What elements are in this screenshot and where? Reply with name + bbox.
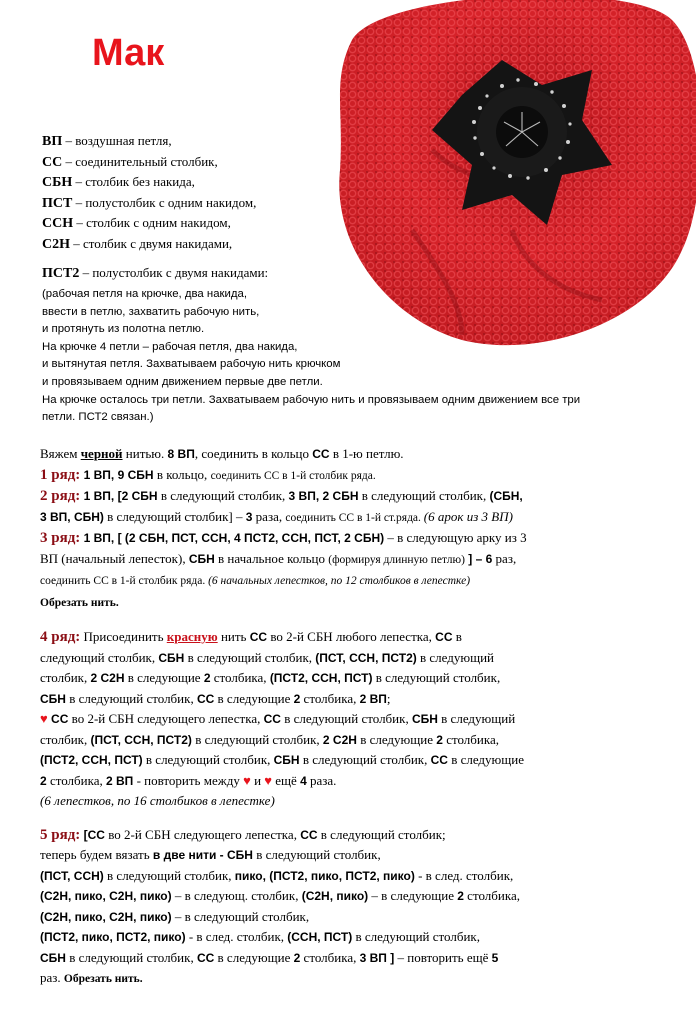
text-span: в следующий столбик,: [280, 711, 412, 726]
text-span: в две нити - СБН: [152, 848, 253, 862]
text-span: черной: [80, 446, 123, 461]
text-span: - в след. столбик,: [185, 929, 288, 944]
text-span: в следующие: [214, 949, 294, 965]
text-span: столбика,: [210, 670, 270, 685]
text-span: – соединительный столбик,: [62, 153, 218, 169]
text-span: в следующий столбик,: [299, 752, 431, 767]
text-span: (6 лепестков, по 16 столбиков в лепестке): [40, 793, 275, 808]
text-span: (ПСТ2, ССН, ПСТ): [40, 753, 143, 767]
text-span: в следующий столбик,: [372, 670, 501, 685]
text-span: 2: [40, 773, 47, 788]
text-span: – в следующ. столбик,: [171, 888, 302, 903]
heart-icon: ♥: [40, 711, 48, 726]
row-label: 1 ряд:: [40, 466, 81, 483]
text-span: СБН: [40, 950, 66, 965]
text-span: в следующий столбик,: [103, 867, 235, 883]
text-span: – в следующий столбик,: [171, 908, 310, 924]
row-3: [40, 528, 666, 613]
text-span: нитью.: [122, 446, 168, 461]
pst2-line: петли. ПСТ2 связан.): [42, 411, 154, 424]
text-line: [40, 549, 666, 571]
text-span: пико, (ПСТ2, пико, ПСТ2, пико): [234, 868, 415, 883]
text-span: – повторить ещё: [394, 949, 492, 965]
text-line: [40, 528, 666, 549]
text-span: СС: [300, 827, 318, 842]
text-span: в следующий столбик,: [157, 488, 289, 503]
text-span: 2 С2Н: [322, 732, 357, 747]
text-span: в: [452, 629, 462, 644]
text-span: 8 ВП: [167, 447, 195, 461]
text-line: [40, 927, 666, 948]
text-span: СС: [42, 154, 63, 170]
text-span: в следующий столбик,: [65, 690, 197, 706]
text-span: Обрезать нить.: [40, 596, 119, 609]
text-span: 3 ВП ]: [359, 950, 395, 965]
text-span: (6 начальных лепестков, по 12 столбиков в лепестке): [208, 575, 471, 587]
text-span: столбика,: [300, 949, 360, 965]
text-span: 2 С2Н: [90, 671, 125, 685]
text-span: СБН: [40, 691, 66, 706]
text-span: – полустолбик с двумя накидами:: [79, 265, 269, 280]
abbr-item: [42, 234, 342, 255]
abbr-item: [42, 213, 342, 234]
text-span: – полустолбик с одним накидом,: [72, 194, 257, 210]
text-line: [40, 507, 666, 529]
text-span: 2: [436, 732, 443, 747]
text-span: (С2Н, пико, С2Н, пико): [40, 909, 172, 924]
row-label: 2 ряд:: [40, 488, 81, 504]
text-span: [СС: [80, 827, 105, 842]
text-span: 3 ВП, 2 СБН: [288, 489, 359, 503]
text-line: [40, 750, 666, 771]
text-span: Обрезать нить.: [63, 973, 143, 985]
text-line: [40, 886, 666, 907]
text-span: СБН: [411, 712, 438, 726]
text-span: СБН: [158, 650, 185, 665]
text-span: 2: [457, 889, 464, 903]
text-span: 2: [293, 950, 301, 965]
text-span: в следующий столбик,: [142, 752, 274, 767]
heart-icon: ♥: [243, 772, 251, 788]
text-line: [40, 791, 666, 811]
spacer: [40, 811, 666, 825]
text-span: СС: [435, 630, 453, 644]
text-span: (ПСТ2, ССН, ПСТ): [269, 671, 373, 685]
text-span: – в следующие: [368, 888, 458, 903]
text-line: [40, 968, 666, 990]
text-span: раза.: [306, 772, 337, 788]
text-span: раз.: [40, 970, 64, 985]
text-line: [40, 689, 666, 710]
text-line: [40, 570, 666, 592]
text-span: (ПСТ2, пико, ПСТ2, пико): [40, 930, 186, 944]
text-span: - в след. столбик,: [414, 867, 514, 883]
abbr-item: [42, 131, 342, 152]
text-span: соединить СС в 1-й столбик ряда.: [210, 469, 376, 482]
text-span: столбика,: [463, 888, 520, 903]
text-span: С2Н: [42, 236, 70, 252]
abbr-item: [42, 152, 342, 173]
text-span: ] – 6: [464, 551, 493, 566]
text-line: [40, 866, 666, 887]
text-span: и: [250, 772, 265, 788]
text-span: соединить СС в 1-й столбик ряда.: [40, 575, 209, 587]
text-line: [40, 486, 666, 507]
text-span: в следующий столбик,: [191, 731, 323, 747]
text-span: следующий столбик,: [40, 649, 159, 665]
pst2-line: На крючке осталось три петли. Захватываем рабочую нить и провязываем одним движением все три: [42, 393, 581, 406]
pst2-line: и провязываем одним движением первые две петли.: [42, 375, 323, 388]
pst2-description: [42, 286, 662, 427]
text-span: красную: [166, 629, 218, 644]
pst2-line: (рабочая петля на крючке, два накида,: [42, 288, 248, 300]
text-span: ещё: [272, 772, 301, 788]
text-span: 5: [491, 950, 499, 965]
text-span: в 1-ю петлю.: [329, 446, 404, 461]
text-span: СБН: [273, 753, 300, 767]
text-span: 1 ВП, 9 СБН: [80, 467, 154, 482]
row-5: [40, 825, 666, 990]
text-span: СС: [196, 691, 215, 706]
text-span: 3: [245, 509, 253, 524]
pst2-line: ввести в петлю, захватить рабочую нить,: [42, 305, 260, 318]
text-span: СС: [263, 712, 281, 726]
text-span: (СБН,: [489, 489, 523, 503]
text-span: ;: [386, 690, 391, 706]
text-span: – в следующую арку из 3: [384, 530, 527, 545]
pst2-line: На крючке 4 петли – рабочая петля, два накида,: [42, 340, 298, 353]
text-line: [40, 771, 666, 792]
text-span: – столбик с одним накидом,: [73, 215, 231, 230]
text-span: 3 ВП, СБН): [40, 509, 104, 524]
text-span: столбика,: [46, 772, 106, 788]
abbr-item: [42, 172, 342, 193]
text-span: в следующий столбик,: [358, 488, 490, 503]
text-span: СС: [47, 712, 69, 726]
text-span: в следующий столбик,: [65, 949, 197, 965]
text-span: в следующий столбик,: [184, 649, 316, 665]
pattern-rows: [40, 444, 666, 990]
pst2-line: и вытянутая петля. Захватываем рабочую нить крючком: [42, 358, 341, 371]
text-span: СС: [249, 630, 268, 644]
text-line: [40, 907, 666, 928]
row-label: 3 ряд:: [40, 530, 81, 546]
text-line: [40, 730, 666, 751]
text-span: , соединить в кольцо: [194, 446, 313, 461]
text-span: в начальное кольцо: [214, 550, 329, 566]
text-span: СС: [430, 753, 448, 767]
text-span: в следующий столбик] –: [103, 508, 246, 524]
text-line: [40, 668, 666, 689]
text-span: в кольцо,: [153, 466, 211, 482]
text-span: раза,: [252, 508, 286, 524]
text-span: - повторить между: [133, 772, 244, 788]
page-title: Мак: [92, 32, 165, 74]
text-span: (ПСТ, ССН, ПСТ2): [315, 650, 417, 665]
spacer: [40, 613, 666, 627]
text-span: 2 ВП: [359, 691, 387, 706]
row-label: 5 ряд:: [40, 826, 81, 843]
row-4: [40, 627, 666, 811]
text-line: [40, 648, 666, 669]
text-span: СБН: [42, 175, 73, 190]
pst2-line: и протянуть из полотна петлю.: [42, 323, 205, 336]
row-1: [40, 465, 666, 487]
text-span: столбика,: [300, 690, 360, 706]
text-span: 4: [300, 773, 307, 788]
text-span: (С2Н, пико, С2Н, пико): [40, 889, 172, 903]
text-span: ССН: [42, 216, 74, 231]
text-span: раз,: [492, 550, 517, 566]
text-span: – столбик без накида,: [72, 174, 195, 189]
text-span: во 2-й СБН любого лепестка,: [267, 629, 436, 644]
text-span: столбик,: [40, 670, 91, 685]
text-span: в следующие: [214, 690, 294, 706]
row-2: [40, 486, 666, 528]
heart-icon: ♥: [264, 772, 272, 788]
text-span: 2: [293, 691, 301, 706]
text-span: нить: [217, 629, 250, 644]
text-span: ПСТ2: [42, 266, 80, 281]
text-span: соединить СС в 1-й ст.ряда.: [285, 511, 424, 524]
text-span: ПСТ: [42, 195, 73, 211]
text-span: в следующие: [124, 670, 204, 685]
text-line: [40, 948, 666, 969]
text-span: в следующие: [447, 752, 524, 767]
abbreviations-list: [42, 131, 342, 284]
text-span: в следующий: [437, 711, 516, 726]
text-span: (ПСТ, ССН): [40, 868, 104, 883]
text-span: ВП (начальный лепесток),: [40, 550, 189, 566]
text-span: Присоединить: [80, 629, 167, 644]
text-span: в следующие: [356, 731, 437, 747]
abbr-item-pst2: [42, 263, 342, 284]
text-span: (ПСТ, ССН, ПСТ2): [90, 732, 192, 747]
text-span: 1 ВП, [2 СБН: [80, 489, 158, 503]
text-line: [40, 825, 666, 846]
text-span: СБН: [188, 551, 215, 566]
text-line: [40, 845, 666, 866]
text-span: – воздушная петля,: [62, 133, 172, 148]
row-label: 4 ряд:: [40, 629, 81, 645]
text-span: – столбик с двумя накидами,: [70, 235, 233, 251]
text-line: [40, 592, 666, 614]
text-span: в следующий: [416, 649, 494, 665]
text-span: в следующий столбик,: [352, 929, 480, 944]
text-span: СС: [196, 950, 215, 965]
text-span: СС: [312, 447, 330, 461]
text-span: (6 арок из 3 ВП): [423, 508, 513, 524]
text-span: (С2Н, пико): [301, 889, 369, 903]
text-span: (ССН, ПСТ): [287, 930, 353, 944]
text-span: 2: [203, 671, 211, 685]
text-span: столбика,: [442, 731, 499, 747]
text-span: в следующий столбик,: [252, 847, 381, 862]
intro-line: [40, 444, 666, 465]
abbr-item: [42, 193, 342, 214]
text-span: 2 ВП: [106, 773, 134, 788]
text-span: ВП: [42, 134, 63, 149]
text-span: в следующий столбик;: [317, 826, 446, 842]
text-span: теперь будем вязать: [40, 847, 153, 862]
text-span: (формируя длинную петлю): [328, 553, 465, 566]
text-span: Вяжем: [40, 446, 81, 461]
text-span: во 2-й СБН следующего лепестка,: [68, 711, 264, 726]
text-line: [40, 709, 666, 730]
text-line: [40, 627, 666, 648]
text-span: 1 ВП, [ (2 СБН, ПСТ, ССН, 4 ПСТ2, ССН, ПСТ, 2 СБН): [80, 531, 385, 545]
text-span: во 2-й СБН следующего лепестка,: [104, 826, 301, 842]
text-span: столбик,: [40, 731, 91, 747]
